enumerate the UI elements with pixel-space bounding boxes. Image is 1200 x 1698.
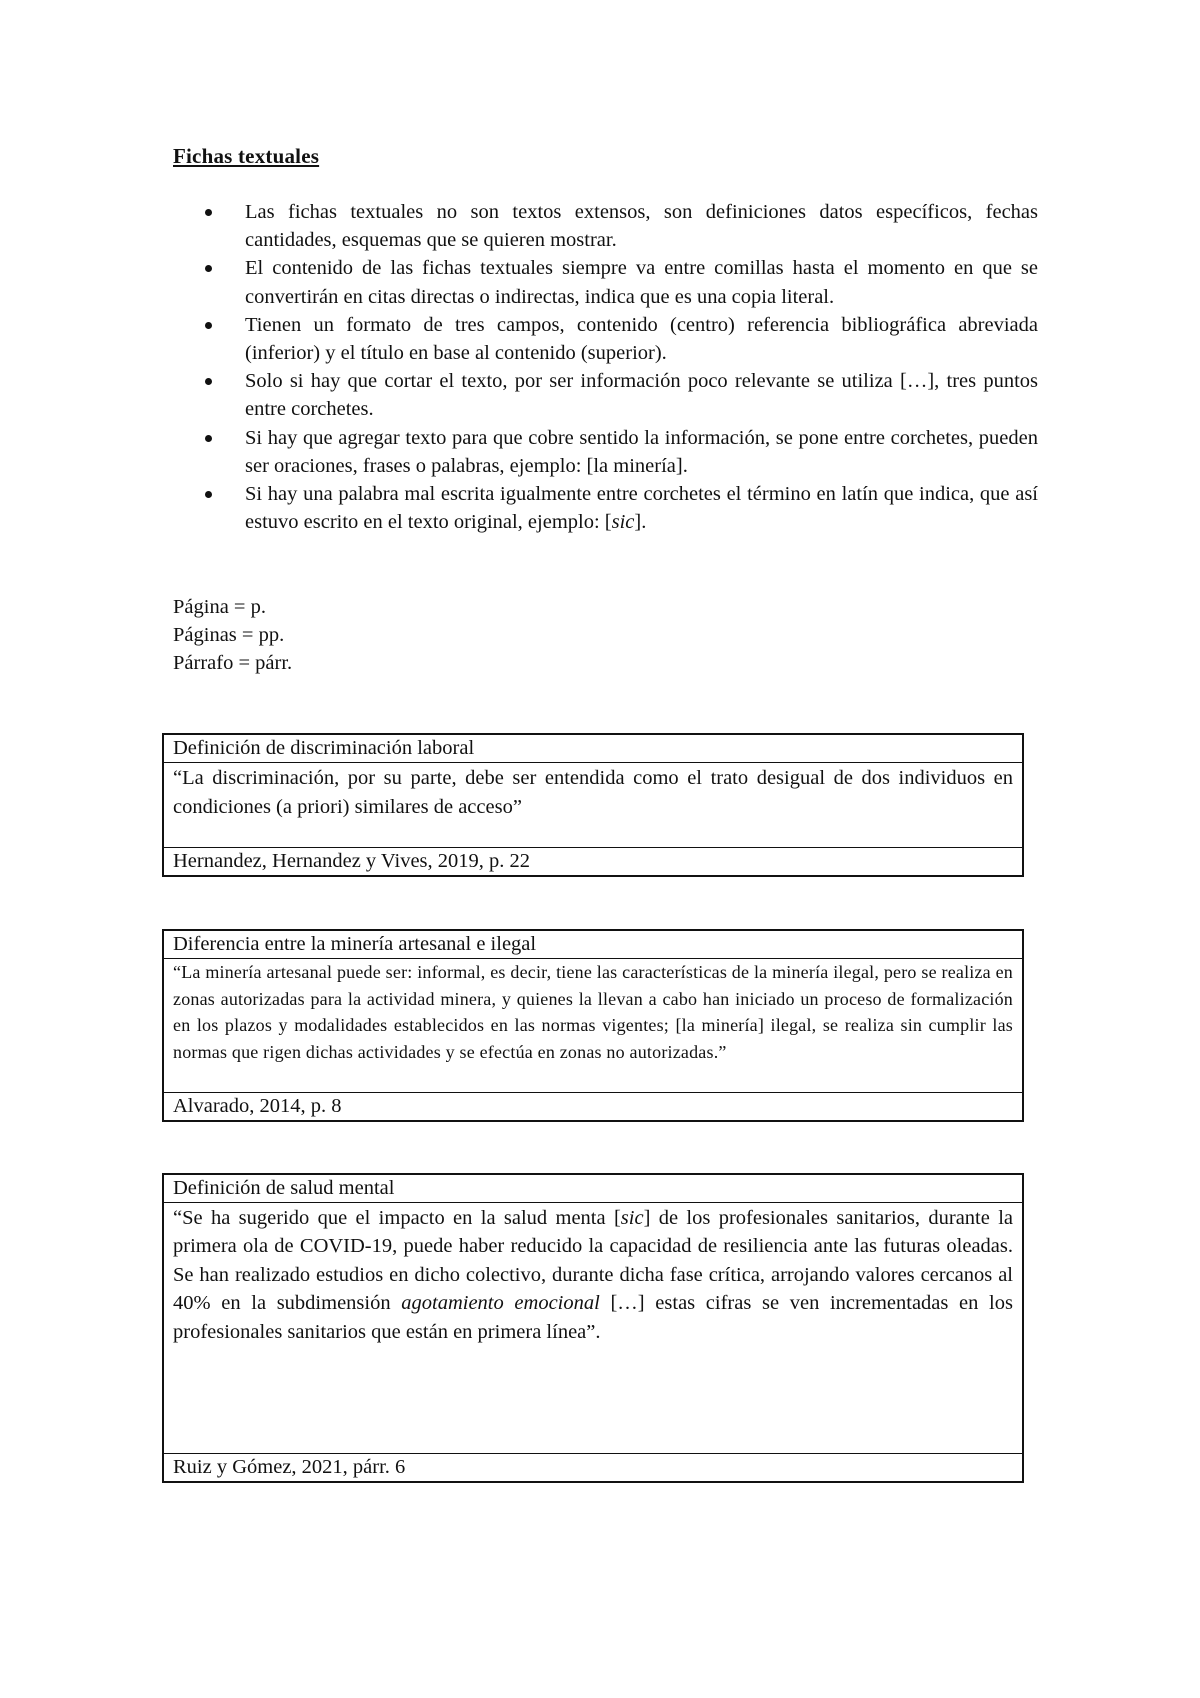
card-title: Diferencia entre la minería artesanal e ilegal bbox=[164, 931, 1022, 959]
list-item: El contenido de las fichas textuales siempre va entre comillas hasta el momento en que se convertirán en citas directas o indirectas, indica que es una copia literal. bbox=[173, 254, 1038, 310]
list-item-text-end: ]. bbox=[634, 511, 647, 534]
abbreviation-line: Páginas = pp. bbox=[173, 624, 285, 647]
card-content: “La minería artesanal puede ser: informal, es decir, tiene las características de la minería ilegal, pero se realiza en zonas autorizadas para la actividad minera, y quienes la llevan a cabo han iniciado un proceso de formalización en los plazos y modalidades establecidos en las normas vigentes; [la minería] ilegal, se realiza sin cumplir las normas que rigen dichas actividades y se efectúa en zonas no autorizadas.” bbox=[173, 962, 1013, 1062]
list-item: Las fichas textuales no son textos extensos, son definiciones datos específicos, fechas cantidades, esquemas que se quieren mostrar. bbox=[173, 198, 1038, 254]
page-title: Fichas textuales bbox=[173, 144, 320, 168]
card-content-text: […] estas cifras se ven incrementadas en los profesionales sanitarios que están en primera línea”. bbox=[173, 1292, 1013, 1343]
card-content bbox=[164, 1203, 1022, 1453]
card-content-italic: agotamiento emocional bbox=[401, 1292, 600, 1315]
card-title: Definición de discriminación laboral bbox=[164, 735, 1022, 763]
text-card bbox=[162, 929, 1024, 1122]
abbreviations-block bbox=[173, 593, 292, 678]
card-reference: Alvarado, 2014, p. 8 bbox=[164, 1092, 1022, 1120]
card-title: Definición de salud mental bbox=[164, 1175, 1022, 1203]
abbreviation-line: Página = p. bbox=[173, 596, 266, 618]
text-card bbox=[162, 1173, 1024, 1483]
list-item-text: Si hay una palabra mal escrita igualmente entre corchetes el término en latín que indica, que así estuvo escrito en el texto original, ejemplo: [ bbox=[245, 483, 1038, 534]
list-item bbox=[173, 480, 1038, 536]
list-item-italic: sic bbox=[611, 511, 635, 534]
card-content: “La discriminación, por su parte, debe ser entendida como el trato desigual de dos individuos en condiciones (a priori) similares de acceso” bbox=[173, 767, 1013, 818]
abbreviation-line: Párrafo = párr. bbox=[173, 652, 293, 675]
bullet-list bbox=[173, 198, 1038, 536]
list-item: Si hay que agregar texto para que cobre sentido la información, se pone entre corchetes, pueden ser oraciones, frases o palabras, ejemplo: [la minería]. bbox=[173, 424, 1038, 480]
card-reference: Hernandez, Hernandez y Vives, 2019, p. 22 bbox=[164, 847, 1022, 875]
card-content-text: “Se ha sugerido que el impacto en la salud menta [ bbox=[173, 1207, 621, 1229]
card-reference: Ruiz y Gómez, 2021, párr. 6 bbox=[164, 1453, 1022, 1481]
text-card bbox=[162, 733, 1024, 877]
list-item: Solo si hay que cortar el texto, por ser información poco relevante se utiliza […], tres puntos entre corchetes. bbox=[173, 367, 1038, 423]
list-item: Tienen un formato de tres campos, contenido (centro) referencia bibliográfica abreviada (inferior) y el título en base al contenido (superior). bbox=[173, 311, 1038, 367]
card-content-text: ] de los profesionales sanitarios, durante la primera ola de COVID-19, puede haber reducido la capacidad de resiliencia ante las futuras oleadas. Se han realizado estudios en dicho colectivo, durante dicha fase crítica, arrojando valores cercanos al 40% en la subdimensión bbox=[173, 1207, 1013, 1315]
card-content-italic: sic bbox=[620, 1207, 644, 1229]
